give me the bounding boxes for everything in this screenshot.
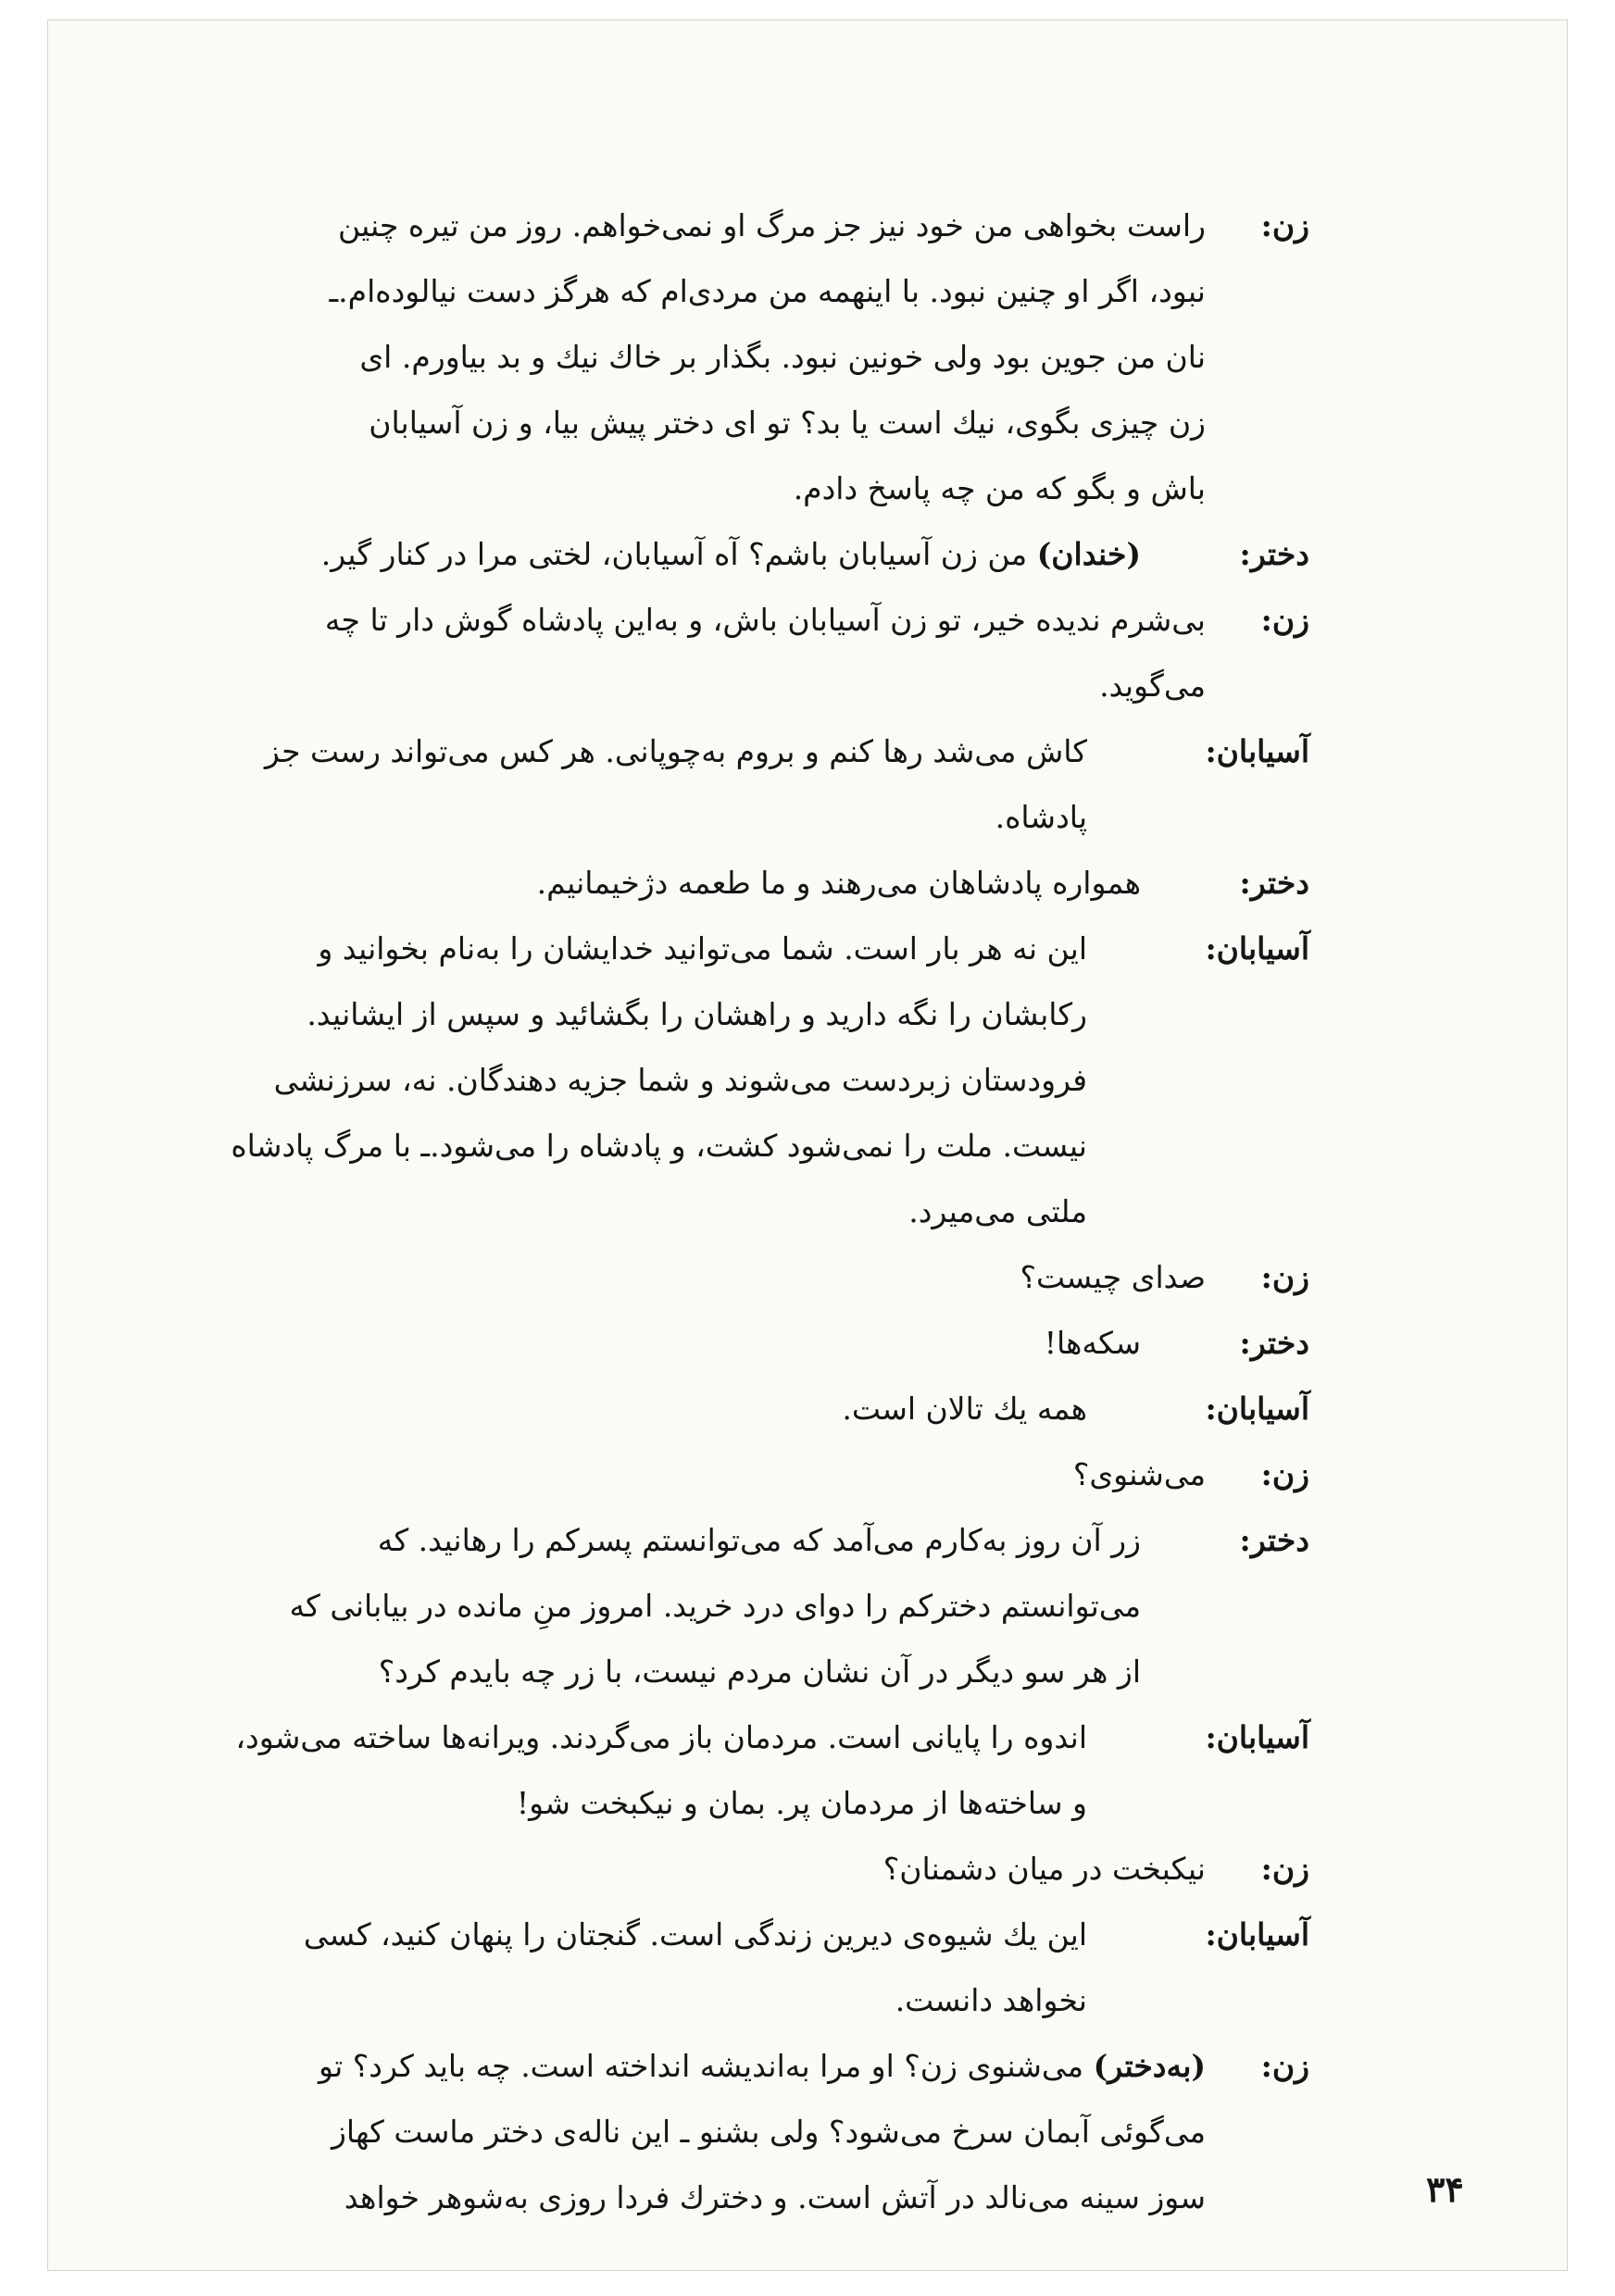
dialogue-line: پادشاه. bbox=[995, 799, 1087, 835]
speaker-name: آسیابان: bbox=[1205, 1719, 1309, 1755]
dialogue-line-text: من زن آسیابان باشم؟ آه آسیابان، لختی مرا در کنار گیر. bbox=[320, 536, 1028, 572]
speaker-name: آسیابان: bbox=[1205, 1391, 1309, 1427]
dialogue-line: و ساخته‌ها از مردمان پر. بمان و نیکبخت شو! bbox=[516, 1785, 1087, 1821]
dialogue-entry bbox=[191, 916, 1309, 1244]
dialogue-entry bbox=[191, 1902, 1309, 2033]
stage-direction: (خندان) bbox=[1036, 536, 1141, 572]
dialogue-entry bbox=[191, 850, 1309, 916]
dialogue-line: نخواهد دانست. bbox=[895, 1982, 1087, 2018]
dialogue-line: صدای چیست؟ bbox=[1020, 1259, 1206, 1295]
dialogue-entry bbox=[191, 193, 1309, 521]
dialogue-line: همواره پادشاهان می‌رهند و ما طعمه دژخیمانیم. bbox=[536, 865, 1141, 901]
book-page bbox=[48, 20, 1567, 2270]
speaker-name: دختر: bbox=[1239, 1325, 1309, 1361]
speaker-name: آسیابان: bbox=[1205, 733, 1309, 769]
dialogue-line: ملتی می‌میرد. bbox=[908, 1193, 1087, 1229]
dialogue-line: این نه هر بار است. شما می‌توانید خدایشان را به‌نام بخوانید و bbox=[318, 930, 1087, 967]
dialogue-line: می‌شنوی؟ bbox=[1072, 1456, 1206, 1492]
dialogue-line: باش و بگو که من چه پاسخ دادم. bbox=[793, 470, 1206, 506]
speaker-name: آسیابان: bbox=[1205, 1916, 1309, 1953]
dialogue-line: از هر سو دیگر در آن نشان مردم نیست، با زر چه بایدم کرد؟ bbox=[378, 1653, 1141, 1690]
dialogue-entry bbox=[191, 587, 1309, 718]
speaker-name: زن: bbox=[1260, 2048, 1309, 2084]
dialogue-line: فرودستان زبردست می‌شوند و شما جزیه دهندگان. نه، سرزنشی bbox=[273, 1062, 1087, 1098]
dialogue-entry bbox=[191, 1244, 1309, 1310]
page-number: ۳۴ bbox=[1426, 2168, 1464, 2210]
speaker-name: زن: bbox=[1260, 1259, 1309, 1295]
speaker-name: زن: bbox=[1260, 1851, 1309, 1887]
dialogue-line: می‌گوید. bbox=[1099, 668, 1206, 704]
dialogue-line bbox=[191, 521, 1141, 587]
dialogue-entry bbox=[191, 2033, 1309, 2230]
dialogue-line: نبود، اگر او چنین نبود. با اینهمه من مردی‌ام که هرگز دست نیالوده‌ام.ـ bbox=[329, 273, 1206, 309]
speaker-name: زن: bbox=[1260, 602, 1309, 638]
dialogue-line: راست بخواهی من خود نیز جز مرگ او نمی‌خواهم. روز من تیره چنین bbox=[338, 207, 1206, 243]
speaker-name: دختر: bbox=[1239, 536, 1309, 572]
dialogue-line: بی‌شرم ندیده خیر، تو زن آسیابان باش، و به‌این پادشاه گوش دار تا چه bbox=[324, 602, 1206, 638]
dialogue-line: نیکبخت در میان دشمنان؟ bbox=[883, 1851, 1206, 1887]
dialogue-line: نیست. ملت را نمی‌شود کشت، و پادشاه را می‌شود.ـ با مرگ پادشاه bbox=[231, 1128, 1087, 1164]
dialogue-entry bbox=[191, 1704, 1309, 1836]
speaker-name: زن: bbox=[1260, 207, 1309, 243]
speaker-name: آسیابان: bbox=[1205, 930, 1309, 967]
dialogue-entry bbox=[191, 1507, 1309, 1704]
speaker-name: دختر: bbox=[1239, 1522, 1309, 1558]
dialogue-line: زن چیزی بگوی، نیك است یا بد؟ تو ای دختر پیش بیا، و زن آسیابان bbox=[369, 405, 1206, 441]
dialogue-line: این یك شیوه‌ی دیرین زندگی است. گنجتان را پنهان کنید، کسی bbox=[303, 1916, 1087, 1953]
dialogue-entry bbox=[191, 718, 1309, 850]
dialogue-line: رکابشان را نگه دارید و راهشان را بگشائید و سپس از ایشانید. bbox=[307, 996, 1087, 1032]
dialogue-line: می‌توانستم دخترکم را دوای درد خرید. امروز منِ مانده در بیابانی که bbox=[289, 1588, 1141, 1624]
dialogue-line: همه یك تالان است. bbox=[842, 1391, 1087, 1427]
dialogue-line: اندوه را پایانی است. مردمان باز می‌گردند. ویرانه‌ها ساخته می‌شود، bbox=[235, 1719, 1087, 1755]
dialogue-line: زر آن روز به‌کارم می‌آمد که می‌توانستم پسرکم را رهانید. که bbox=[377, 1522, 1141, 1558]
dialogue-entry bbox=[191, 1836, 1309, 1902]
dialogue-entry bbox=[191, 1441, 1309, 1507]
dialogue-entry bbox=[191, 1376, 1309, 1441]
dialogue-line: می‌گوئی آبمان سرخ می‌شود؟ ولی بشنو ـ این ناله‌ی دختر ماست کهاز bbox=[331, 2114, 1206, 2150]
dialogue-line-text: می‌شنوی زن؟ او مرا به‌اندیشه انداخته است. چه باید کرد؟ تو bbox=[319, 2048, 1084, 2084]
speaker-name: دختر: bbox=[1239, 865, 1309, 901]
dialogue-entry bbox=[191, 1310, 1309, 1376]
dialogue-entry bbox=[191, 521, 1309, 587]
dialogue-line: نان من جوین بود ولی خونین نبود. بگذار بر خاك نیك و بد بیاورم. ای bbox=[359, 339, 1206, 375]
play-dialogue-text bbox=[191, 193, 1309, 2230]
dialogue-line: کاش می‌شد رها کنم و بروم به‌چوپانی. هر کس می‌تواند رست جز bbox=[264, 733, 1087, 769]
dialogue-line bbox=[191, 2033, 1206, 2099]
dialogue-line: سکه‌ها! bbox=[1044, 1325, 1141, 1361]
speaker-name: زن: bbox=[1260, 1456, 1309, 1492]
dialogue-line: سوز سینه می‌نالد در آتش است. و دخترك فردا روزی به‌شوهر خواهد bbox=[344, 2179, 1206, 2215]
stage-direction: (به‌دختر) bbox=[1093, 2048, 1206, 2084]
